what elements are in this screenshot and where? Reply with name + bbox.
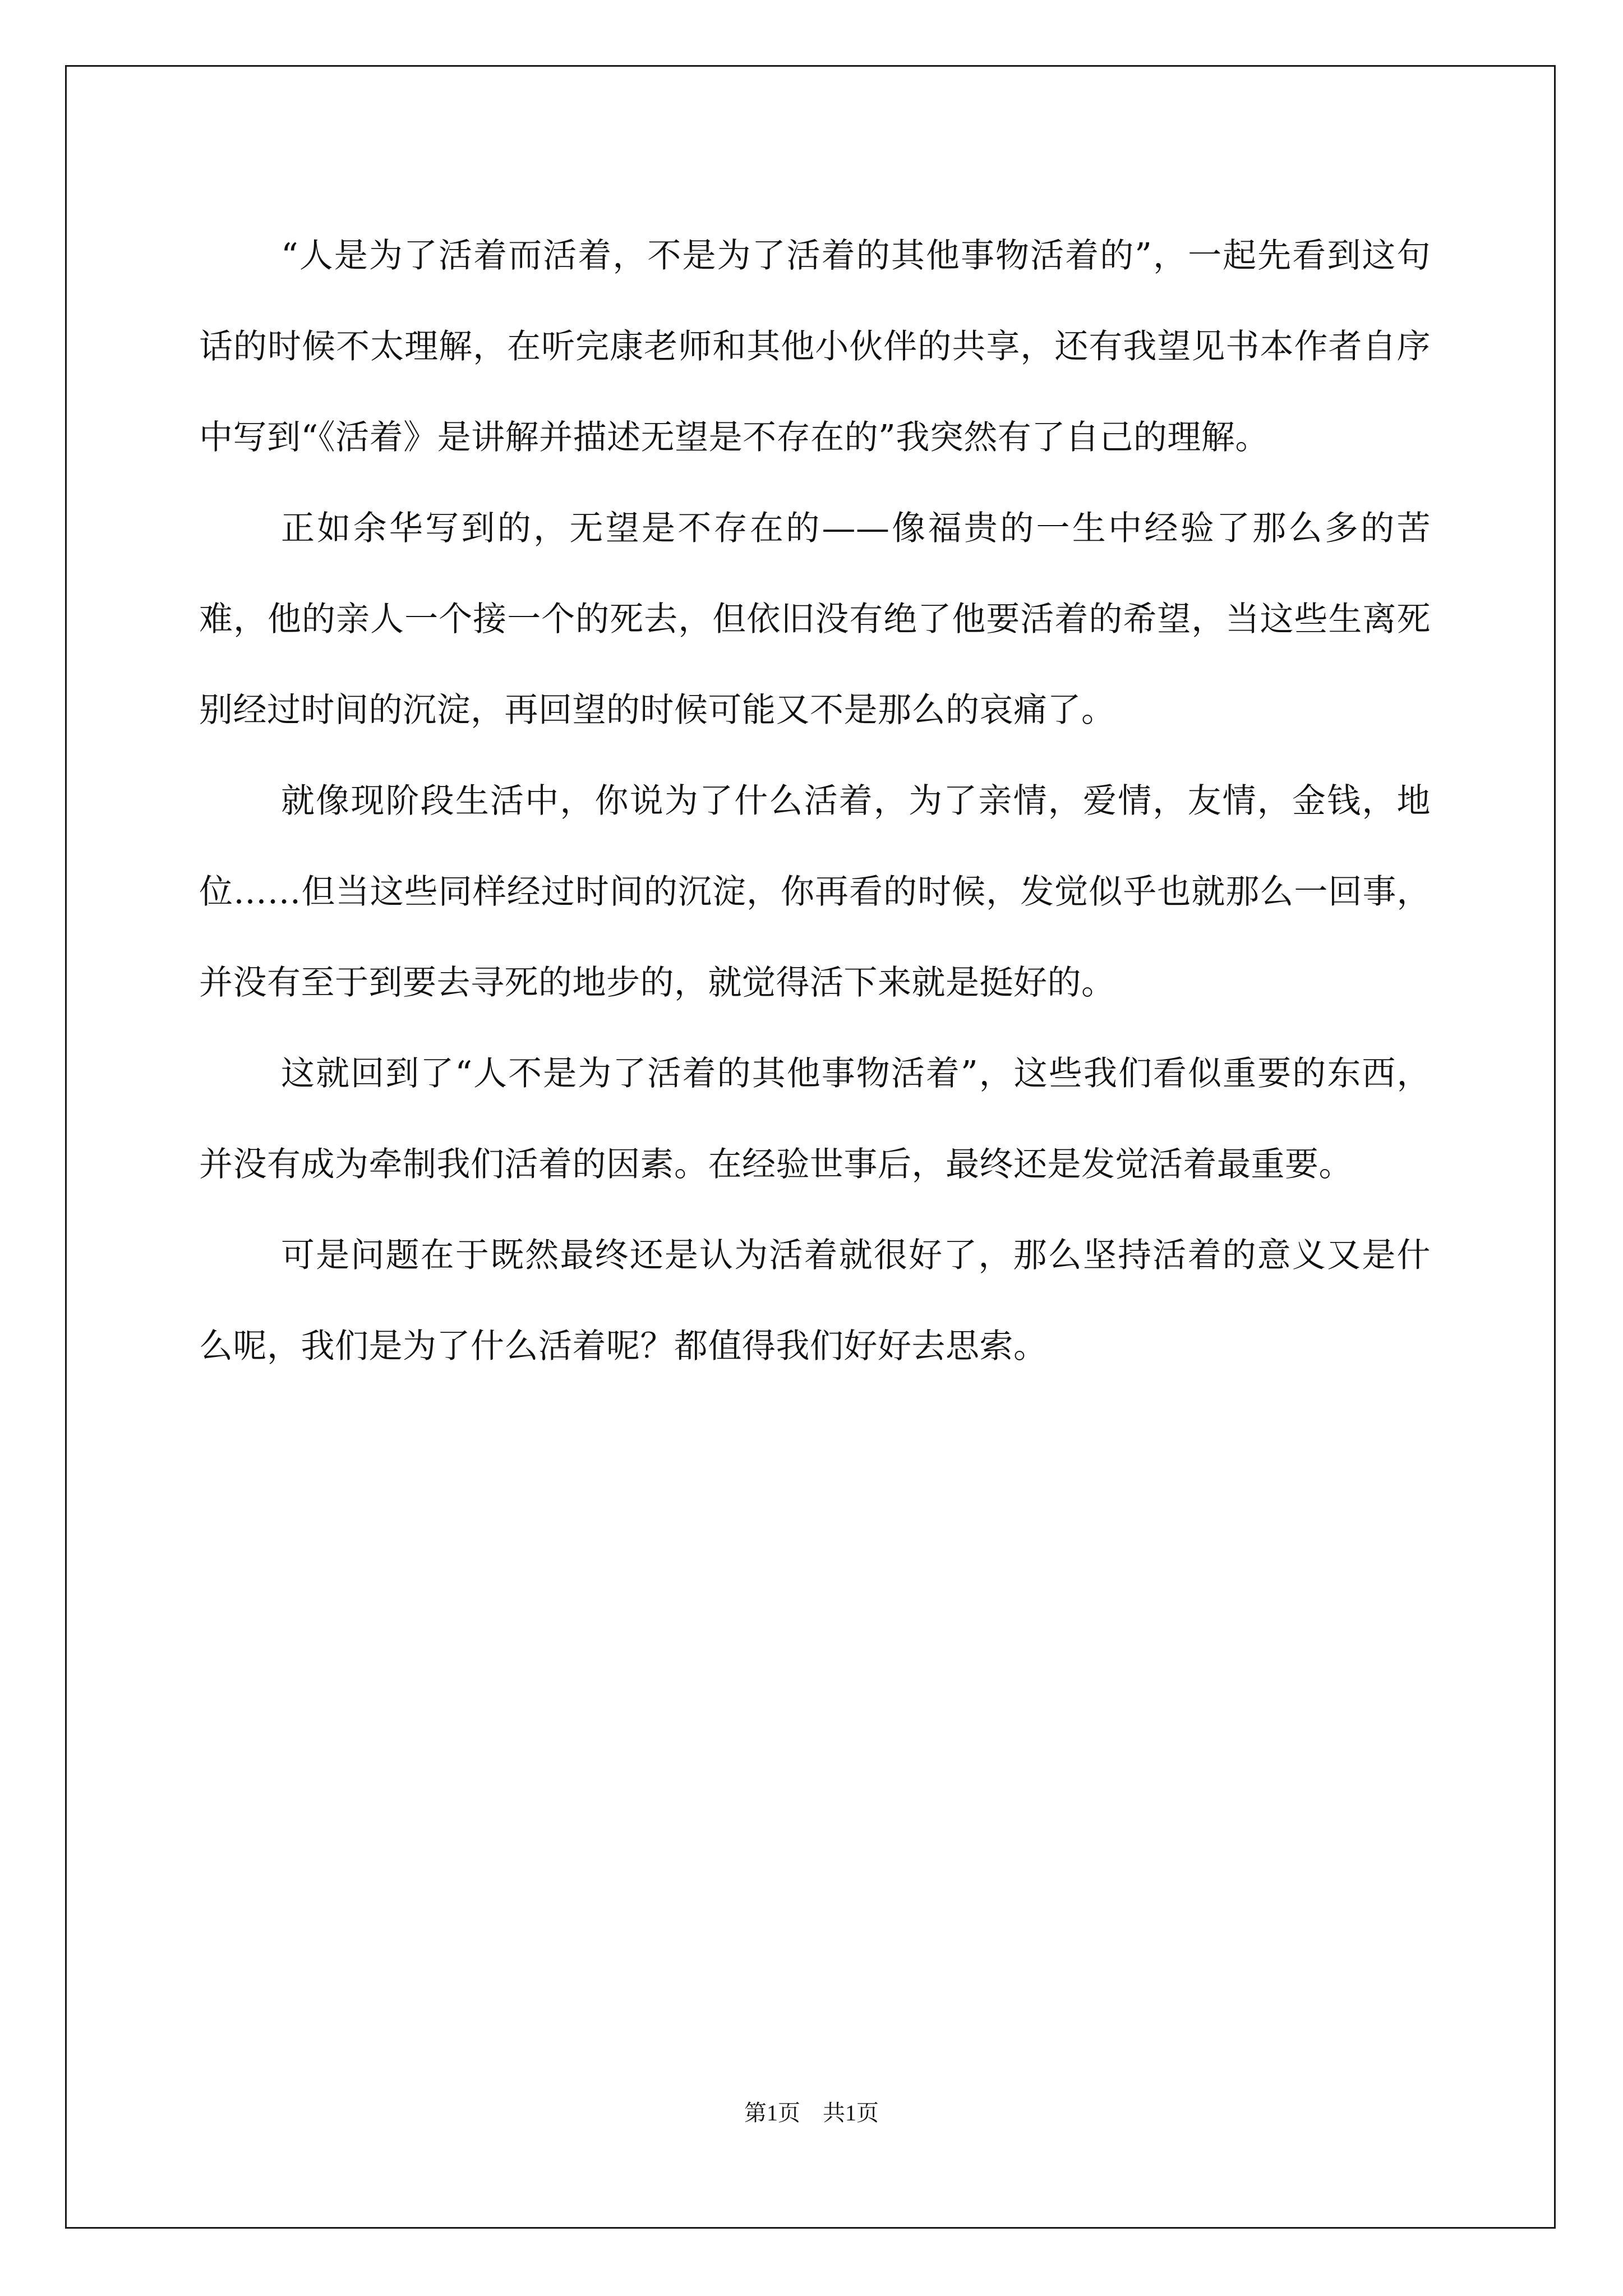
paragraph-3: 就像现阶段生活中，你说为了什么活着，为了亲情，爱情，友情，金钱，地位……但当这些同样经过时间的沉淀，你再看的时候，发觉似乎也就那么一回事，并没有至于到要去寻死的地步的，就觉得活下来就是挺好的。 (199, 781, 1431, 1002)
page-number-footer: 第1页 共1页 (744, 2100, 879, 2125)
paragraph-5: 可是问题在于既然最终还是认为活着就很好了，那么坚持活着的意义又是什么呢，我们是为了什么活着呢？都值得我们好好去思索。 (199, 1236, 1431, 1366)
document-body (199, 210, 1431, 1392)
paragraph-4: 这就回到了“人不是为了活着的其他事物活着”，这些我们看似重要的东西，并没有成为牵制我们活着的因素。在经验世事后，最终还是发觉活着最重要。 (199, 1054, 1431, 1184)
paragraph-2: 正如余华写到的，无望是不存在的——像福贵的一生中经验了那么多的苦难，他的亲人一个接一个的死去，但依旧没有绝了他要活着的希望，当这些生离死别经过时间的沉淀，再回望的时候可能又不是那么的哀痛了。 (199, 509, 1431, 730)
paragraph-1: “人是为了活着而活着，不是为了活着的其他事物活着的”，一起先看到这句话的时候不太理解，在听完康老师和其他小伙伴的共享，还有我望见书本作者自序中写到“《活着》是讲解并描述无望是不存在的”我突然有了自己的理解。 (199, 236, 1431, 457)
